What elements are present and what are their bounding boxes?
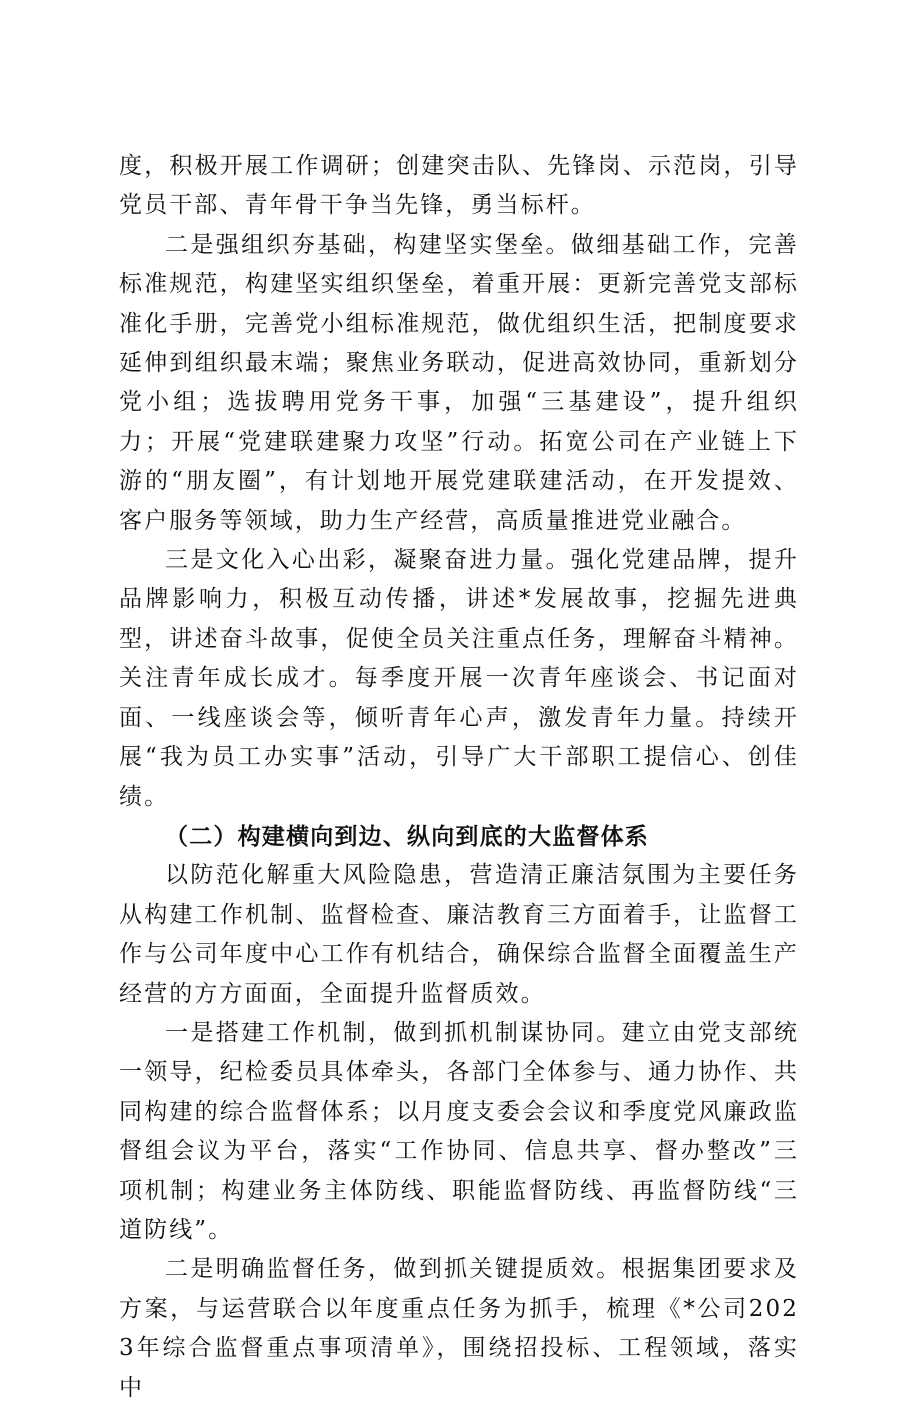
section-heading: （二）构建横向到边、纵向到底的大监督体系	[165, 822, 649, 850]
paragraph-work-mechanism: 一是搭建工作机制，做到抓机制谋协同。建立由党支部统一领导，纪检委员具体牵头，各部门全体参与、通力协作、共同构建的综合监督体系；以月度支委会会议和季度党风廉政监督组会议为平台，落实“工作协同、信息共享、督办整改”三项机制；构建业务主体防线、职能监督防线、再监督防线“三道防线”。	[119, 1019, 799, 1243]
paragraph-strengthen-organization: 二是强组织夯基础，构建坚实堡垒。做细基础工作，完善标准规范，构建坚实组织堡垒，着重开展：更新完善党支部标准化手册，完善党小组标准规范，做优组织生活，把制度要求延伸到组织最末端；聚焦业务联动，促进高效协同，重新划分党小组；选拔聘用党务干事，加强“三基建设”，提升组织力；开展“党建联建聚力攻坚”行动。拓宽公司在产业链上下游的“朋友圈”，有计划地开展党建联建活动，在开发提效、客户服务等领域，助力生产经营，高质量推进党业融合。	[119, 231, 799, 534]
paragraph-supervision-tasks: 二是明确监督任务，做到抓关键提质效。根据集团要求及方案，与运营联合以年度重点任务为抓手，梳理《*公司2023年综合监督重点事项清单》，围绕招投标、工程领域，落实中	[119, 1256, 799, 1401]
paragraph-continuation: 度，积极开展工作调研；创建突击队、先锋岗、示范岗，引导党员干部、青年骨干争当先锋，勇当标杆。	[119, 153, 799, 219]
paragraph-culture: 三是文化入心出彩，凝聚奋进力量。强化党建品牌，提升品牌影响力，积极互动传播，讲述*发展故事，挖掘先进典型，讲述奋斗故事，促使全员关注重点任务，理解奋斗精神。关注青年成长成才。每季度开展一次青年座谈会、书记面对面、一线座谈会等，倾听青年心声，激发青年力量。持续开展“我为员工办实事”活动，引导广大干部职工提信心、创佳绩。	[119, 547, 799, 810]
document-body	[119, 147, 799, 1408]
paragraph-supervision-intro: 以防范化解重大风险隐患，营造清正廉洁氛围为主要任务从构建工作机制、监督检查、廉洁教育三方面着手，让监督工作与公司年度中心工作有机结合，确保综合监督全面覆盖生产经营的方方面面，全面提升监督质效。	[119, 862, 799, 1007]
